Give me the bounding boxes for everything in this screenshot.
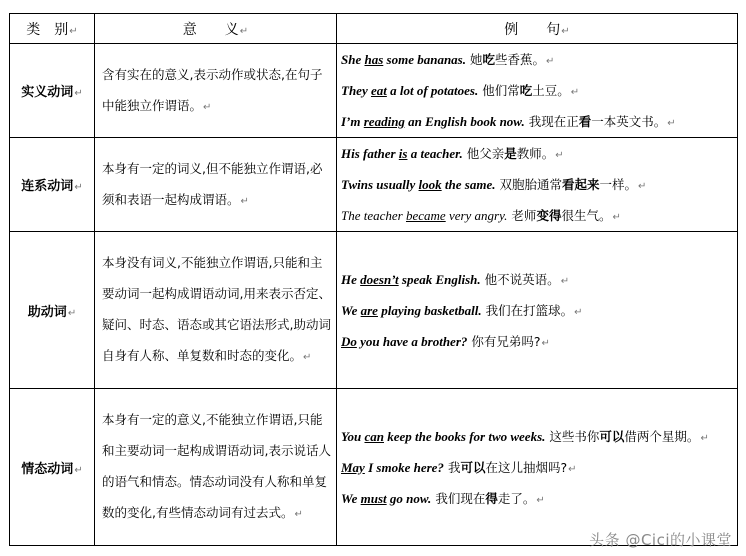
meaning-text: 本身有一定的意义,不能独立作谓语,只能和主要动词一起构成谓语动词,表示说话人的语气和情态。情态动词没有人称和单复数的变化,有些情态动词有过去式。: [102, 412, 331, 520]
paragraph-mark: ↵: [667, 118, 676, 129]
english-sentence: We are playing basketball.: [341, 302, 482, 318]
meaning-cell: [95, 232, 337, 389]
example-cell: [337, 232, 738, 389]
category-label: 情态动词: [21, 461, 74, 477]
header-category: 类 别↵: [10, 14, 95, 44]
table-row: [10, 138, 738, 232]
english-sentence: Do you have a brother?: [341, 333, 468, 349]
english-sentence: His father is a teacher.: [341, 146, 463, 161]
paragraph-mark: ↵: [74, 182, 83, 193]
paragraph-mark: ↵: [541, 337, 550, 349]
category-label: 助动词: [27, 304, 67, 320]
example-sentence: [341, 75, 733, 106]
chinese-translation: 你有兄弟吗?: [471, 333, 541, 349]
chinese-translation: 他父亲是教师。: [466, 146, 555, 161]
paragraph-mark: ↵: [203, 101, 212, 113]
meaning-text: 含有实在的意义,表示动作或状态,在句子中能独立作谓语。: [102, 66, 323, 113]
english-sentence: The teacher became very angry.: [341, 208, 508, 223]
paragraph-mark: ↵: [546, 56, 555, 67]
category-cell: [10, 44, 95, 138]
paragraph-mark: ↵: [638, 181, 647, 192]
paragraph-mark: ↵: [74, 464, 83, 476]
example-cell: [337, 389, 738, 546]
chinese-translation: 他们常吃土豆。: [482, 83, 570, 98]
verb-highlight: must: [360, 490, 387, 506]
chinese-translation: 双胞胎通常看起来一样。: [499, 177, 638, 192]
english-sentence: They eat a lot of potatoes.: [341, 83, 479, 98]
table-row: [10, 232, 738, 389]
example-sentence: [341, 169, 733, 200]
meaning-cell: [95, 389, 337, 546]
verb-highlight: can: [364, 428, 384, 444]
verb-highlight: became: [405, 208, 446, 223]
verb-highlight: doesn’t: [360, 271, 399, 287]
english-sentence: She has some bananas.: [341, 52, 466, 67]
paragraph-mark: ↵: [568, 463, 577, 475]
verb-table: [9, 13, 738, 546]
example-sentence: [341, 421, 733, 452]
example-sentence: [341, 326, 733, 357]
example-sentence: [341, 44, 733, 75]
paragraph-mark: ↵: [294, 509, 303, 520]
category-cell: [10, 389, 95, 546]
chinese-translation: 她吃些香蕉。: [470, 52, 546, 67]
example-sentence: [341, 483, 733, 514]
category-label: 连系动词: [21, 179, 74, 194]
category-cell: [10, 232, 95, 389]
english-sentence: I’m reading an English book now.: [341, 114, 525, 129]
meaning-text: 本身有一定的词义,但不能独立作谓语,必须和表语一起构成谓语。: [102, 160, 323, 207]
chinese-translation: 我可以在这儿抽烟吗?: [447, 459, 568, 475]
verb-highlight: are: [360, 302, 378, 318]
header-row: [10, 14, 738, 44]
english-sentence: We must go now.: [341, 490, 432, 506]
english-sentence: You can keep the books for two weeks.: [341, 428, 546, 444]
header-meaning: 意 义↵: [95, 14, 337, 44]
paragraph-mark: ↵: [555, 150, 564, 161]
verb-highlight: has: [364, 52, 384, 67]
paragraph-mark: ↵: [570, 87, 580, 98]
verb-highlight: is: [398, 146, 408, 161]
paragraph-mark: ↵: [574, 306, 583, 318]
english-sentence: Twins usually look the same.: [341, 177, 496, 192]
chinese-translation: 我们现在得走了。: [435, 490, 536, 506]
verb-highlight: eat: [370, 83, 387, 98]
example-cell: [337, 44, 738, 138]
paragraph-mark: ↵: [612, 212, 621, 223]
chinese-translation: 老师变得很生气。: [511, 208, 612, 223]
meaning-cell: [95, 44, 337, 138]
chinese-translation: 我现在正看一本英文书。: [528, 114, 667, 129]
verb-highlight: May: [341, 459, 365, 475]
example-sentence: [341, 106, 733, 137]
paragraph-mark: ↵: [303, 352, 312, 363]
verb-highlight: Do: [341, 333, 357, 349]
paragraph-mark: ↵: [240, 195, 249, 207]
paragraph-mark: ↵: [536, 494, 545, 506]
paragraph-mark: ↵: [560, 275, 570, 287]
example-sentence: [341, 138, 733, 169]
paragraph-mark: ↵: [700, 432, 709, 444]
english-sentence: He doesn’t speak English.: [341, 271, 481, 287]
example-sentence: [341, 452, 733, 483]
chinese-translation: 我们在打篮球。: [485, 302, 574, 318]
example-cell: [337, 138, 738, 232]
table-row: [10, 44, 738, 138]
meaning-cell: [95, 138, 337, 232]
verb-highlight: reading: [363, 114, 405, 129]
paragraph-mark: ↵: [67, 307, 77, 319]
paragraph-mark: ↵: [74, 88, 83, 99]
category-cell: [10, 138, 95, 232]
verb-highlight: look: [418, 177, 442, 192]
example-sentence: [341, 295, 733, 326]
meaning-text: 本身没有词义,不能独立作谓语,只能和主要动词一起构成谓语动词,用来表示否定、疑问、时态、语态或其它语法形式,助动词自身有人称、单复数和时态的变化。: [102, 255, 331, 363]
table-row: [10, 389, 738, 546]
example-sentence: [341, 200, 733, 231]
chinese-translation: 这些书你可以借两个星期。: [549, 428, 700, 444]
english-sentence: May I smoke here?: [341, 459, 444, 475]
header-example: 例 句↵: [337, 14, 738, 44]
watermark: 头条 @Cici的小课堂: [589, 531, 732, 549]
chinese-translation: 他不说英语。: [484, 271, 560, 287]
example-sentence: [341, 264, 733, 295]
category-label: 实义动词: [21, 85, 74, 100]
